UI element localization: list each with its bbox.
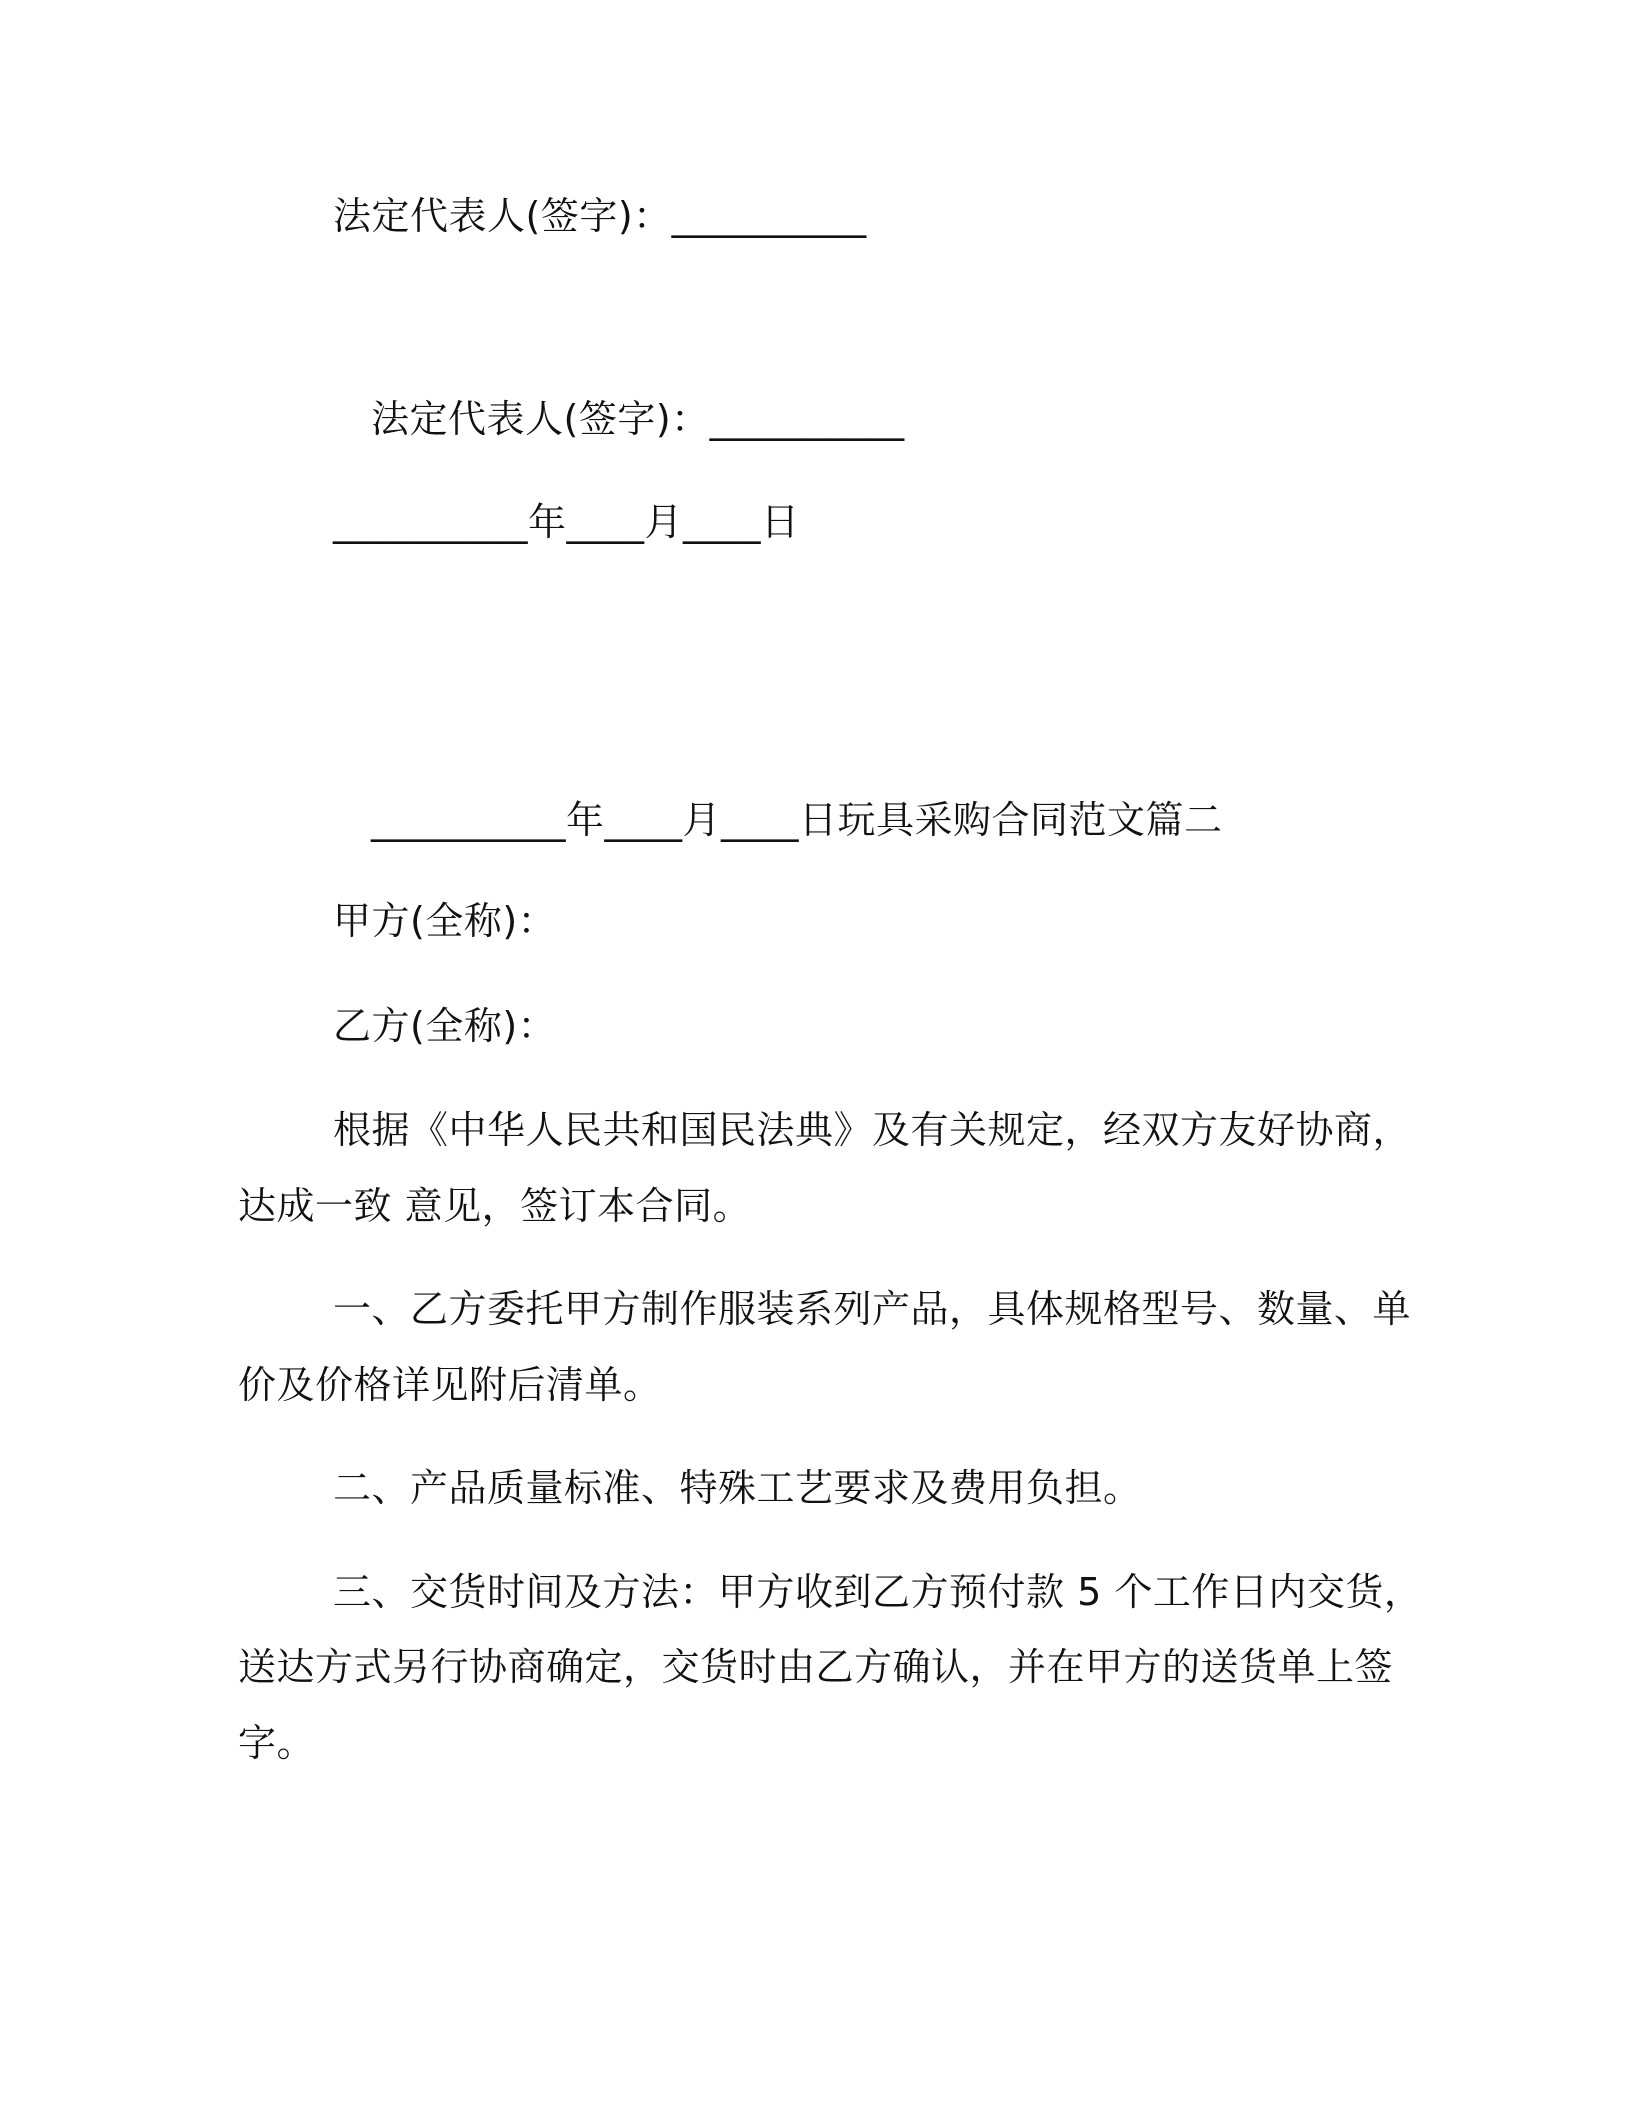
clause-1-line-1: 一、乙方委托甲方制作服装系列产品，具体规格型号、数量、单 (333, 1287, 1412, 1331)
intro-paragraph-line-2: 达成一致 意见，签订本合同。 (238, 1184, 752, 1228)
document-title: __________年____月____日玩具采购合同范文篇二 (371, 798, 1223, 842)
clause-3-line-3: 字。 (238, 1721, 316, 1765)
signature-line-1: 法定代表人(签字)：__________ (333, 194, 867, 238)
date-line: __________年____月____日 (333, 500, 800, 544)
intro-paragraph-line-1: 根据《中华人民共和国民法典》及有关规定，经双方友好协商， (333, 1108, 1412, 1152)
clause-3-line-1: 三、交货时间及方法：甲方收到乙方预付款 5 个工作日内交货， (333, 1570, 1423, 1614)
clause-2: 二、产品质量标准、特殊工艺要求及费用负担。 (333, 1466, 1142, 1510)
clause-1-line-2: 价及价格详见附后清单。 (238, 1363, 662, 1407)
signature-line-2: 法定代表人(签字)：__________ (371, 397, 905, 441)
party-a-label: 甲方(全称)： (333, 899, 557, 943)
party-b-label: 乙方(全称)： (333, 1004, 557, 1048)
clause-3-line-2: 送达方式另行协商确定，交货时由乙方确认，并在甲方的送货单上签 (238, 1645, 1394, 1689)
